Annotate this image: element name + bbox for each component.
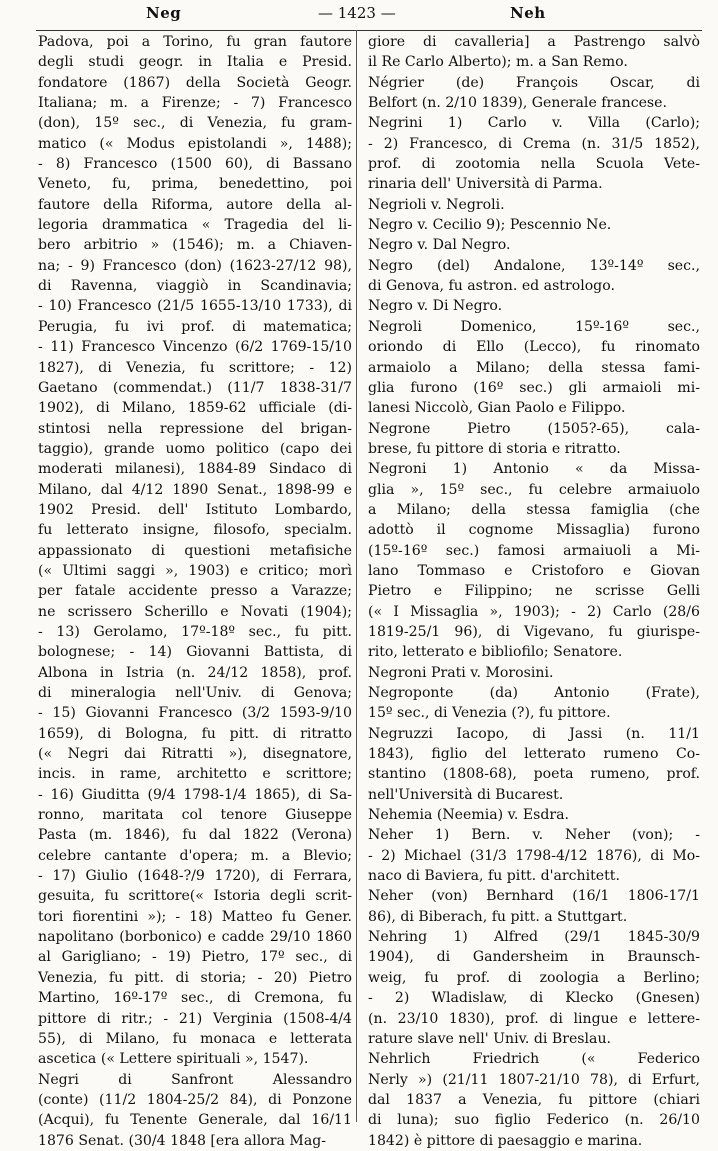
text-line: Negro v. Cecilio 9); Pescennio Ne.	[368, 217, 612, 234]
text-line: (n. 23/10 1830), prof. di lingue e lettere-	[368, 1010, 700, 1027]
text-line: moderati milanesi), 1884-89 Sindaco di	[38, 461, 352, 478]
text-line: Negruzzi Iacopo, di Jassi (n. 11/1	[368, 725, 700, 742]
text-line: (« I Missaglia », 1903); - 2) Carlo (28/6	[368, 603, 700, 620]
text-line: glia », 15º sec., fu celebre armaiuolo	[368, 481, 700, 498]
column-divider	[356, 30, 357, 1122]
text-line: - 10) Francesco (21/5 1655-13/10 1733), di	[38, 298, 352, 315]
text-line: brese, fu pittore di storia e ritratto.	[368, 440, 621, 457]
text-line: rinaria dell' Università di Parma.	[368, 176, 603, 193]
text-line: - 2) Wladislaw, di Klecko (Gnesen)	[368, 990, 700, 1007]
text-line: - 11) Francesco Vincenzo (6/2 1769-15/10	[38, 339, 352, 356]
text-line: di mineralogia nell'Univ. di Genova;	[38, 685, 352, 701]
text-line: a Milano; della stessa famiglia (che	[368, 501, 700, 518]
text-line: fu letterato insigne, filosofo, specialm.	[38, 522, 352, 539]
text-line: bero arbitrio » (1546); m. a Chiaven-	[38, 237, 352, 254]
text-line: - 2) Francesco, di Crema (n. 31/5 1852),	[368, 135, 700, 152]
text-line: Nehrlich Friedrich (« Federico	[368, 1051, 700, 1068]
text-line: - 13) Gerolamo, 17º-18º sec., fu pitt.	[38, 623, 352, 640]
text-line: 1904), di Gandersheim in Braunsch-	[368, 949, 700, 966]
text-line: prof. di zootomia nella Scuola Vete-	[368, 156, 700, 173]
text-line: taggio), grande uomo politico (capo dei	[38, 440, 352, 457]
text-line: Gaetano (commendat.) (11/7 1838-31/7	[38, 379, 352, 396]
text-line: Padova, poi a Torino, fu gran fautore	[38, 34, 352, 50]
text-line: gesuita, fu scrittore(« Istoria degli scrit-	[38, 888, 352, 905]
text-line: fondatore (1867) della Società Geogr.	[38, 74, 352, 91]
text-line: Pietro e Filippino; ne scrisse Gelli	[368, 583, 700, 600]
text-line: Venezia, fu pitt. di storia; - 20) Pietro	[38, 969, 352, 986]
text-line: legoria drammatica « Tragedia del li-	[38, 217, 352, 234]
text-line: Negro v. Di Negro.	[368, 298, 503, 315]
text-line: 1902), di Milano, 1859-62 ufficiale (di-	[38, 400, 352, 417]
text-line: Martino, 16º-17º sec., di Cremona, fu	[38, 990, 352, 1007]
text-line: 1659), di Bologna, fu pitt. di ritratto	[38, 725, 352, 742]
text-line: Negroni 1) Antonio « da Missa-	[368, 461, 700, 478]
text-line: Negrini 1) Carlo v. Villa (Carlo);	[368, 115, 700, 132]
text-line: (15º-16º sec.) famosi armaiuoli a Mi-	[368, 542, 700, 559]
text-line: matico (« Modus epistolandi », 1488);	[38, 135, 352, 152]
text-line: 55), di Milano, fu monaca e letterata	[38, 1030, 352, 1047]
text-line: Milano, dal 4/12 1890 Senat., 1898-99 e	[38, 481, 352, 498]
text-line: Negrone Pietro (1505?-65), cala-	[368, 420, 700, 437]
text-line: 1819-25/1 96), di Vigevano, fu giurispe-	[368, 623, 700, 640]
text-line: bolognese; - 14) Giovanni Battista, di	[38, 644, 352, 661]
text-line: napolitano (borbonico) e cadde 29/10 1860	[38, 929, 352, 946]
text-line: di luna); suo figlio Federico (n. 26/10	[368, 1112, 700, 1129]
text-line: di Ravenna, viaggiò in Scandinavia;	[38, 278, 352, 295]
text-line: Négrier (de) François Oscar, di	[368, 74, 700, 91]
text-line: fautore della Riforma, autore della al-	[38, 196, 352, 213]
text-line: Neher (von) Bernhard (16/1 1806-17/1	[368, 888, 700, 905]
text-line: glia furono (16º sec.) gli armaioli mi-	[368, 379, 700, 396]
text-line: Negroponte (da) Antonio (Frate),	[368, 685, 700, 701]
text-line: degli studi geogr. in Italia e Presid.	[38, 54, 352, 71]
text-line: (conte) (11/2 1804-25/2 84), di Ponzone	[38, 1091, 352, 1108]
text-line: 1843), figlio del letterato rumeno Co-	[368, 746, 700, 763]
text-line: Nehring 1) Alfred (29/1 1845-30/9	[368, 929, 700, 946]
text-line: giore di cavalleria] a Pastrengo salvò	[368, 34, 700, 50]
text-line: tori fiorentini »); - 18) Matteo fu Gener.	[38, 908, 352, 925]
text-line: Negro (del) Andalone, 13º-14º sec.,	[368, 257, 700, 274]
right-column	[368, 32, 700, 1151]
text-line: ronno, maritata col tenore Giuseppe	[38, 807, 352, 824]
text-line: Negroni Prati v. Morosini.	[368, 664, 554, 681]
text-line: armaiolo a Milano; della stessa fami-	[368, 359, 700, 376]
text-line: dal 1837 a Venezia, fu pittore (chiari	[368, 1091, 700, 1108]
text-line: rature slave nell' Univ. di Breslau.	[368, 1030, 612, 1047]
text-line: Veneto, fu, prima, benedettino, poi	[38, 176, 352, 193]
text-line: 86), di Biberach, fu pitt. a Stuttgart.	[368, 908, 628, 925]
text-line: weig, fu prof. di zoologia a Berlino;	[368, 969, 700, 986]
text-line: naco di Baviera, fu pitt. d'architett.	[368, 868, 620, 885]
text-line: Albona in Istria (n. 24/12 1858), prof.	[38, 664, 352, 681]
text-line: Negrioli v. Negroli.	[368, 196, 505, 213]
text-line: Italiana; m. a Firenze; - 7) Francesco	[38, 95, 352, 112]
text-line: Belfort (n. 2/10 1839), Generale francese.	[368, 95, 667, 112]
text-line: Negroli Domenico, 15º-16º sec.,	[368, 318, 700, 335]
header-rule	[36, 30, 702, 31]
text-line: stantino (1808-68), poeta rumeno, prof.	[368, 766, 700, 783]
text-line: 1902 Presid. dell' Istituto Lombardo,	[38, 501, 352, 518]
text-line: Negri di Sanfront Alessandro	[38, 1071, 352, 1088]
text-line: Pasta (m. 1846), fu dal 1822 (Verona)	[38, 827, 352, 844]
text-line: celebre cantante d'opera; m. a Blevio;	[38, 847, 352, 864]
text-line: Nehemia (Neemia) v. Esdra.	[368, 807, 570, 824]
text-line: appassionato di questioni metafisiche	[38, 542, 352, 559]
text-line: Negro v. Dal Negro.	[368, 237, 511, 254]
text-line: (don), 15º sec., di Venezia, fu gram-	[38, 115, 352, 132]
page-number: — 1423 —	[318, 4, 396, 22]
text-line: - 17) Giulio (1648-?/9 1720), di Ferrara,	[38, 868, 352, 885]
text-line: di Genova, fu astron. ed astrologo.	[368, 278, 615, 295]
text-line: (« Ultimi saggi », 1903) e critico; morì	[38, 562, 352, 579]
text-line: - 8) Francesco (1500 60), di Bassano	[38, 156, 352, 173]
text-line: - 2) Michael (31/3 1798-4/12 1876), di Mo-	[368, 847, 700, 864]
text-line: incis. in rame, architetto e scrittore;	[38, 766, 352, 783]
text-line: al Garigliano; - 19) Pietro, 17º sec., di	[38, 949, 352, 966]
text-line: nell'Università di Bucarest.	[368, 786, 564, 803]
text-line: na; - 9) Francesco (don) (1623-27/12 98),	[38, 257, 352, 274]
page-header	[0, 0, 718, 28]
text-line: 1827), di Venezia, fu scrittore; - 12)	[38, 359, 352, 376]
text-line: il Re Carlo Alberto); m. a San Remo.	[368, 54, 628, 71]
text-line: (« Negri dai Ritratti »), disegnatore,	[38, 746, 352, 763]
text-line: oriondo di Ello (Lecco), fu rinomato	[368, 339, 700, 356]
text-line: - 15) Giovanni Francesco (3/2 1593-9/10	[38, 705, 352, 722]
text-line: lano Tommaso e Cristoforo e Giovan	[368, 562, 700, 579]
text-line: lanesi Niccolò, Gian Paolo e Filippo.	[368, 400, 626, 417]
text-line: 1876 Senat. (30/4 1848 [era allora Mag-	[38, 1132, 327, 1149]
text-line: Nerly ») (21/11 1807-21/10 78), di Erfurt,	[368, 1071, 700, 1088]
text-line: (Acqui), fu Tenente Generale, dal 16/11	[38, 1112, 352, 1129]
text-line: adottò il cognome Missaglia) furono	[368, 522, 700, 539]
text-line: per fatale accidente presso a Varazze;	[38, 583, 352, 600]
text-line: ascetica (« Lettere spirituali », 1547).	[38, 1051, 309, 1068]
text-line: stintosi nella repressione del brigan-	[38, 420, 352, 437]
text-line: ne scrissero Scherillo e Novati (1904);	[38, 603, 352, 620]
text-line: - 16) Giuditta (9/4 1798-1/4 1865), di Sa-	[38, 786, 352, 803]
text-line: rito, letterato e bibliofilo; Senatore.	[368, 644, 623, 661]
text-line: Perugia, fu ivi prof. di matematica;	[38, 318, 352, 335]
text-line: 1842) è pittore di paesaggio e marina.	[368, 1132, 643, 1149]
text-line: Neher 1) Bern. v. Neher (von); -	[368, 827, 700, 844]
text-line: 15º sec., di Venezia (?), fu pittore.	[368, 705, 611, 722]
text-line: pittore di ritr.; - 21) Verginia (1508-4/4	[38, 1010, 352, 1027]
left-column	[38, 32, 352, 1151]
header-right-guide-word: Neh	[510, 4, 546, 22]
header-left-guide-word: Neg	[146, 4, 182, 22]
